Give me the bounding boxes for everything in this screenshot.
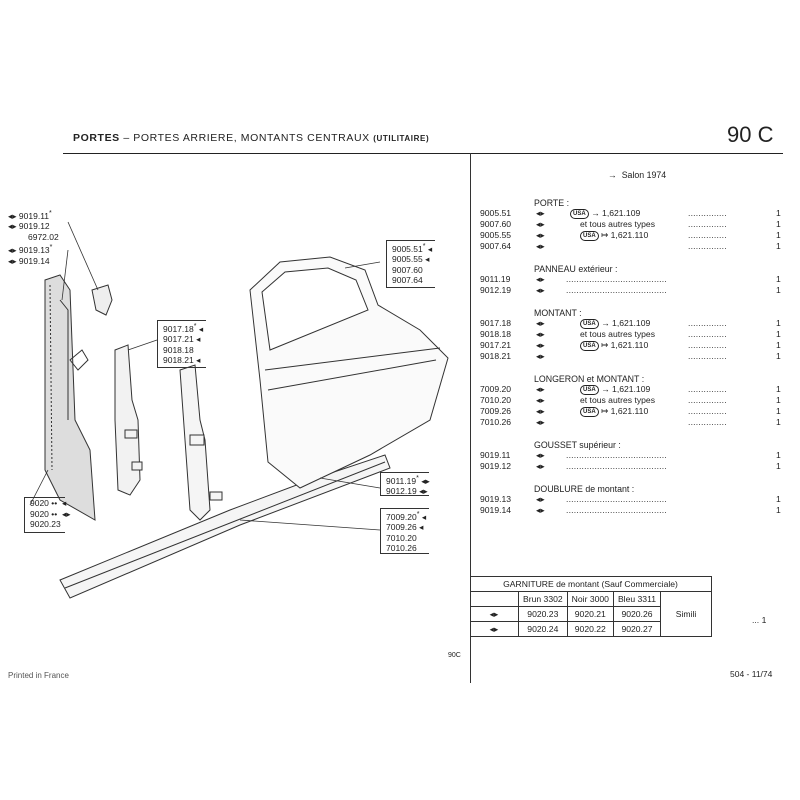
arrow-left-icon: ◂▸ [470, 607, 519, 622]
arrow-right-icon: ◂▸ [8, 221, 17, 232]
list-item: 9005.55 ◂▸ USA ↦ 1,621.110 ............... 1 [480, 230, 781, 240]
garniture-table [470, 576, 712, 637]
figure-code: 90C [448, 652, 461, 659]
section-title: MONTANT : [534, 308, 582, 318]
list-item: 9011.19 ◂▸ ....................................... 1 [480, 274, 781, 284]
list-item: 9017.21 ◂▸ USA ↦ 1,621.110 ............... 1 [480, 340, 781, 350]
garniture-title: GARNITURE de montant (Sauf Commerciale) [470, 577, 712, 592]
arrow-icon: → [608, 170, 617, 180]
gusset-drawing [92, 285, 112, 315]
list-item: 7010.20 ◂▸ et tous autres types ............... 1 [480, 395, 781, 405]
list-item: 9007.64 ◂▸ ............... 1 [480, 241, 781, 251]
garniture-qty: ... 1 [752, 615, 767, 625]
page-ref: 504 - 11/74 [730, 669, 773, 679]
legend-salon: → Salon 1974 [608, 170, 667, 180]
parts-list [480, 198, 780, 516]
list-item: 9017.18 ◂▸ USA → 1,621.109 ............... 1 [480, 318, 781, 328]
list-item: 9018.21 ◂▸ ............... 1 [480, 351, 781, 361]
list-item: 9019.14 ◂▸ ....................................... 1 [480, 505, 781, 515]
section-title: PORTE : [534, 198, 570, 208]
arrow-right-icon: ◂▸ [8, 255, 17, 266]
list-item: 7010.26 ◂▸ ............... 1 [480, 417, 781, 427]
list-item: 9007.60 ◂▸ et tous autres types ............... 1 [480, 219, 781, 229]
list-item: 9019.11 ◂▸ ....................................... 1 [480, 450, 781, 460]
list-item: 9005.51 ◂▸ USA → 1,621.109 ............... 1 [480, 208, 781, 218]
list-item: 9012.19 ◂▸ ....................................... 1 [480, 285, 781, 295]
header-title: PORTES – PORTES ARRIERE, MONTANTS CENTRAUX (UTILITAIRE) [73, 132, 430, 144]
callout-group-garniture: 9020 •• ◂ 9020 •• ◂▸ 9020.23 [30, 498, 71, 529]
door-drawing [250, 257, 448, 488]
section-title: LONGERON et MONTANT : [534, 374, 645, 384]
section-title: PANNEAU extérieur : [534, 264, 618, 274]
section-title: GOUSSET supérieur : [534, 440, 621, 450]
arrow-left-icon: ◂▸ [8, 210, 17, 221]
simili-cell: Simili [661, 592, 712, 637]
centre-pillar-drawing [115, 345, 142, 495]
arrow-left-icon: ◂▸ [8, 245, 17, 256]
column-header: Bleu 3311 [613, 592, 660, 607]
column-header: Noir 3000 [567, 592, 613, 607]
list-item: 9018.18 ◂▸ et tous autres types ............... 1 [480, 329, 781, 339]
callout-group-pillar: 9017.18* ◂ 9017.21 ◂ 9018.18 9018.21 ◂ [163, 322, 204, 366]
printed-in: Printed in France [8, 671, 69, 680]
callout-group-door: 9005.51* ◂ 9005.55 ◂ 9007.60 9007.64 [392, 242, 433, 286]
callout-group-panel: 9011.19* ◂▸ 9012.19 ◂▸ [386, 474, 430, 497]
callout-group-gusset: ◂▸ 9019.11* ◂▸ 9019.12 6972.02 ◂▸ 9019.13* ◂▸ 9019.14 [8, 209, 59, 266]
list-item: 9019.12 ◂▸ ....................................... 1 [480, 461, 781, 471]
table-row: ◂▸ 9020.23 9020.21 9020.26 [470, 607, 712, 622]
arrow-right-icon: ◂▸ [470, 622, 519, 637]
list-item: 7009.26 ◂▸ USA ↦ 1,621.110 ............... 1 [480, 406, 781, 416]
rear-pillar-drawing [45, 275, 95, 520]
list-item: 7009.20 ◂▸ USA → 1,621.109 ............... 1 [480, 384, 781, 394]
column-header: Brun 3302 [519, 592, 568, 607]
exploded-diagram [0, 0, 470, 680]
callout-group-sill: 7009.20* ◂ 7009.26 ◂ 7010.20 7010.26 [386, 510, 427, 554]
table-row: ◂▸ 9020.24 9020.22 9020.27 [470, 622, 712, 637]
list-item: 9019.13 ◂▸ ....................................... 1 [480, 494, 781, 504]
page-code: 90 C [727, 122, 774, 147]
section-title: DOUBLURE de montant : [534, 484, 635, 494]
